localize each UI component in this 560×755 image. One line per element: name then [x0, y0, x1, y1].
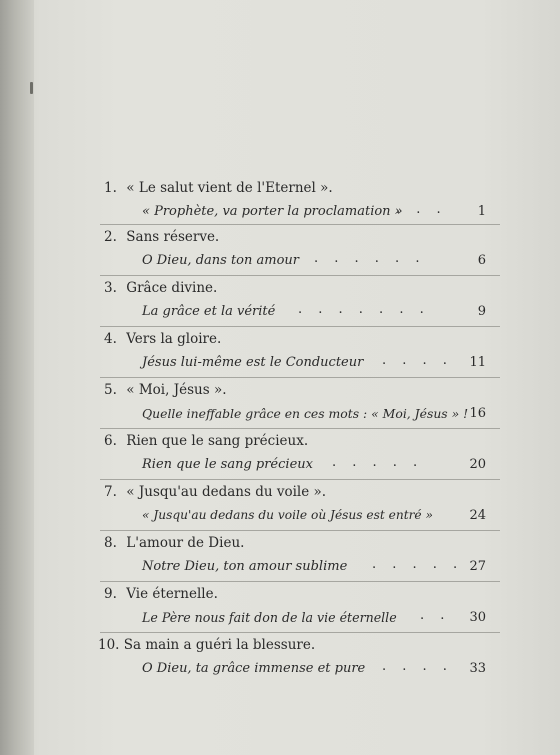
toc-entry-title-text: « Le salut vient de l'Eternel ». [126, 180, 333, 196]
toc-entry-subtitle: Quelle ineffable grâce en ces mots : « Moi, Jésus » ! [142, 406, 469, 421]
toc-entry-subtitle: Notre Dieu, ton amour sublime [142, 559, 348, 574]
toc-page-number: 33 [469, 661, 486, 676]
toc-page-number: 16 [469, 406, 486, 421]
toc-entry-number: 1. [104, 180, 117, 196]
toc-entry-subtitle: Le Père nous fait don de la vie éternelle [142, 610, 397, 625]
toc-leader-dots: . . . . [382, 353, 453, 368]
toc-page-number: 9 [477, 304, 486, 319]
toc-entry-title-text: L'amour de Dieu. [126, 535, 245, 551]
toc-entry-subtitle: Jésus lui-même est le Conducteur [142, 355, 364, 370]
toc-entry-title [98, 637, 315, 653]
toc-leader-dots: . . [420, 608, 451, 623]
toc-entry-title [104, 535, 244, 551]
toc-entry-title-text: Vie éternelle. [126, 586, 218, 602]
toc-page-number: 24 [469, 508, 486, 523]
toc-entry-subtitle: O Dieu, ta grâce immense et pure [142, 661, 366, 676]
toc-entry-title [104, 180, 333, 196]
toc-entry-title-text: « Moi, Jésus ». [126, 382, 227, 398]
toc-entry [100, 176, 500, 224]
toc-entry-subtitle: Rien que le sang précieux [142, 457, 313, 472]
toc-entry-title [104, 433, 308, 449]
toc-entry-number: 6. [104, 433, 117, 449]
toc-entry-number: 9. [104, 586, 117, 602]
toc-entry-title [104, 382, 227, 398]
toc-entry-title [104, 229, 219, 245]
toc-leader-dots: . . . . . . . [298, 302, 430, 317]
toc-entry-subtitle: La grâce et la vérité [142, 304, 276, 319]
toc-entry-subtitle: « Prophète, va porter la proclamation » [142, 204, 403, 219]
toc-entry-number: 8. [104, 535, 117, 551]
toc-entry-title-text: Rien que le sang précieux. [126, 433, 309, 449]
toc-leader-dots: . . . . [382, 659, 453, 674]
toc-entry [100, 479, 500, 530]
toc-entry-title-text: Vers la gloire. [126, 331, 222, 347]
toc-entry-title-text: Sa main a guéri la blessure. [123, 637, 316, 653]
toc-entry-number: 2. [104, 229, 117, 245]
toc-entry [100, 377, 500, 428]
toc-entry [100, 326, 500, 377]
toc-entry [100, 428, 500, 479]
table-of-contents [100, 176, 500, 683]
toc-entry-title-text: « Jusqu'au dedans du voile ». [126, 484, 327, 500]
page-edge-mark [30, 82, 33, 94]
toc-page-number: 11 [469, 355, 486, 370]
toc-entry-title-text: Grâce divine. [126, 280, 218, 296]
toc-entry [100, 275, 500, 326]
toc-entry-title [104, 331, 221, 347]
toc-entry-number: 4. [104, 331, 117, 347]
toc-entry [100, 224, 500, 275]
toc-page-number: 30 [469, 610, 486, 625]
toc-entry-number: 3. [104, 280, 117, 296]
toc-entry [100, 581, 500, 632]
toc-page-number: 6 [477, 253, 486, 268]
book-spine-shadow [0, 0, 34, 755]
toc-entry-subtitle: « Jusqu'au dedans du voile où Jésus est entré » [142, 508, 433, 522]
toc-entry-subtitle: O Dieu, dans ton amour [142, 253, 299, 268]
toc-page-number: 1 [477, 204, 486, 219]
toc-leader-dots: . . . . . . [314, 251, 426, 266]
toc-leader-dots: . . . . . [372, 557, 464, 572]
toc-entry-title-text: Sans réserve. [126, 229, 220, 245]
toc-entry-number: 10. [98, 637, 120, 653]
toc-leader-dots: . . . [396, 202, 447, 217]
toc-leader-dots: . . . . . [332, 455, 424, 470]
toc-entry-title [104, 484, 326, 500]
toc-entry-title [104, 280, 217, 296]
toc-entry [100, 632, 500, 683]
toc-entry-title [104, 586, 218, 602]
toc-entry-number: 5. [104, 382, 117, 398]
toc-page-number: 27 [469, 559, 486, 574]
toc-entry [100, 530, 500, 581]
toc-page-number: 20 [469, 457, 486, 472]
toc-entry-number: 7. [104, 484, 117, 500]
